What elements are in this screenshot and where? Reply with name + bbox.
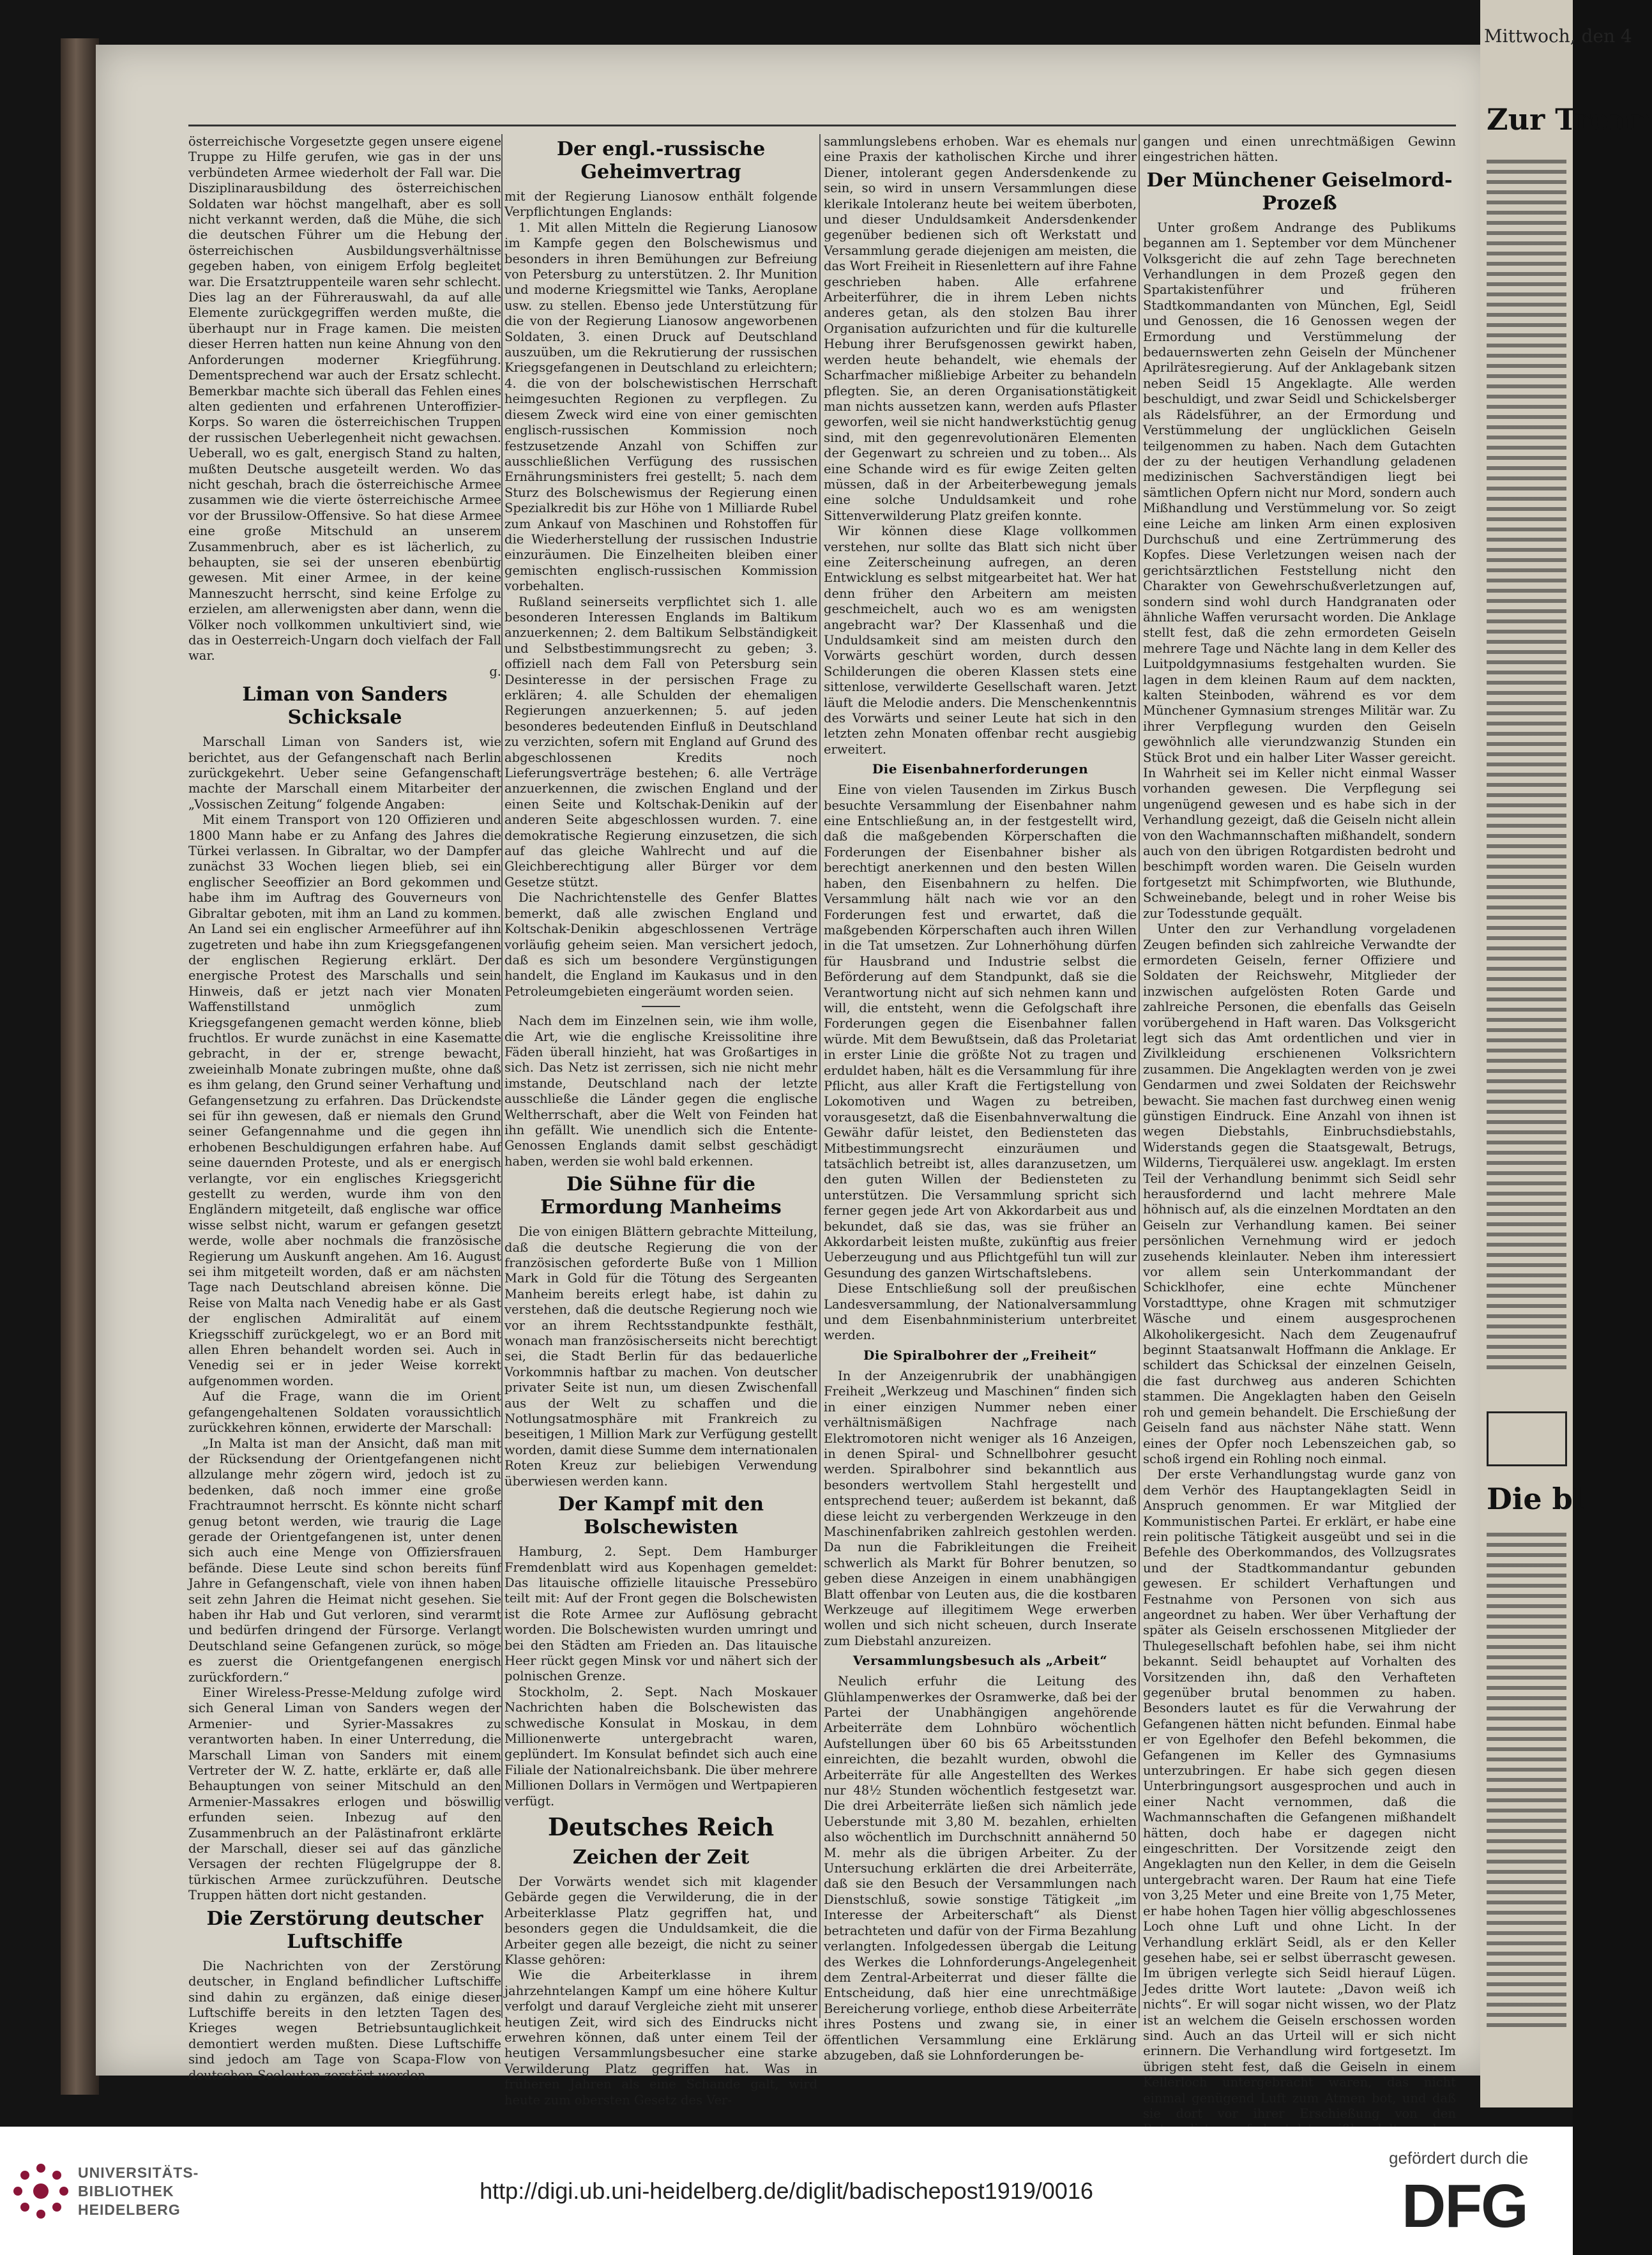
header-rule — [188, 125, 1456, 126]
facing-page-title-1: Zur Trenn — [1487, 102, 1652, 137]
article-text: österreichische Vorgesetzte gegen unsere eigene Truppe zu Hilfe gerufen, wie gas in der uns verbündeten Armee wiederholt der Fall war. Die Disziplinarausbildung des österreichischen Soldaten war höchst mangelhaft, aber es soll nicht verkannt werden, daß die Mühe, die sich die deutschen Führer um die Hebung der österreichischen Ausbildungsverhältnisse gegeben haben, von einigem Erfolg begleitet war. Die Ersatztruppenteile waren sehr schlecht. Dies lag an der Führerauswahl, da auf alle Elemente zurückgegriffen werden mußte, die überhaupt nur in Frage kamen. Die meisten dieser Herren hatten nun keine Ahnung von den Anforderungen moderner Kriegführung. Dementsprechend war auch der Ersatz schlecht. Bemerkbar machte sich überall das Fehlen eines alten gedienten und erfahrenen Unteroffizier-Korps. So waren die österreichischen Truppen der russischen Ueberlegenheit nicht gewachsen. Ueberall, wo es galt, energisch Stand zu halten, mußten Deutsche ausgeteilt werden. Wo das nicht geschah, brach die österreichische Armee zusammen wie die vierte österreichische Armee vor der Brussilow-Offensive. So hat diese Armee eine große Mitschuld an unserem Zusammenbruch, aber es ist lächerlich, zu behaupten, sie sei der unseren ebenbürtig gewesen. Mit einer Armee, in der keine Manneszucht herrscht, sind keine Erfolge zu erzielen, am allerwenigsten aber dann, wenn die Völker noch vollkommen unkultiviert sind, wie das in Oesterreich-Ungarn doch vielfach der Fall war. — [188, 134, 501, 664]
article-text: Unter den zur Verhandlung vorgeladenen Zeugen befinden sich zahlreiche Verwandte der ermordeten Geiseln, ferner Offiziere und Soldaten der Reichswehr, Mitglieder der inzwischen aufgelösten Roten Garde und zahlreiche Personen, die ebenfalls das Geiseln vorübergehend in Haft waren. Das Volksgericht legt sich das Amt ordentlichen und vier in Zivilkleidung erschienenen Volksrichtern zusammen. Die Angeklagten werden von je zwei Gendarmen und zwei Soldaten der Reichswehr bewacht. Sie machen fast durchweg einen wenig günstigen Eindruck. Eine Anzahl von ihnen ist wegen Diebstahls, Einbruchsdiebstahls, Widerstands gegen die Staatsgewalt, Betrugs, Wilderns, Tierquälerei usw. angeklagt. Im ersten Teil der Verhandlung benimmt sich Seidl sehr herausfordernd und lacht mehrere Male höhnisch auf, als die einzelnen Mordtaten an den Geiseln zur Verhandlung kamen. Bei seiner persönlichen Vernehmung wird er jedoch zusehends kleinlauter. Neben ihm interessiert vor allem sein Unterkommandant der Schicklhofer, eine echte Münchener Vorstadttype, ohne Kragen mit schmutziger Wäsche und einem ausgesprochenen Alkoholikergesicht. Nach dem Zeugenaufruf beginnt Staatsanwalt Hoffmann die Anklage. Er schildert das Schicksal der einzelnen Geiseln, die fast durchweg aus anderen Schichten stammen. Die Angeklagten haben den Geiseln roh und gemein behandelt. Die Erschießung der Geiseln fand aus nächster Nähe statt. Wenn eines der Opfer noch Lebenszeichen gab, so schoß irgend ein Rohling noch einmal. — [1143, 922, 1456, 1466]
article-text: Marschall Liman von Sanders ist, wie berichtet, aus der Gefangenschaft nach Berlin zurückgekehrt. Ueber seine Gefangenschaft machte der Marschall einem Mitarbeiter der „Vossischen Zeitung“ folgende Angaben: — [188, 734, 501, 812]
article-text: Hamburg, 2. Sept. Dem Hamburger Fremdenblatt wird aus Kopenhagen gemeldet: Das litauische offizielle litauische Pressebüro teilt mit: Auf der Front gegen die Bolschewisten ist die Rote Armee zur Auflösung gebracht worden. Die Bolschewisten wurden umringt und bei den Städten am Frieden an. Das litauische Heer rückt gegen Minsk vor und nähert sich der polnischen Grenze. — [504, 1544, 817, 1684]
headline-eisenbahner: Die Eisenbahnerforderungen — [872, 761, 1089, 777]
article-text: mit der Regierung Lianosow enthält folgende Verpflichtungen Englands: — [504, 189, 817, 220]
article-text: Auf die Frage, wann die im Orient gefangengehaltenen Soldaten voraussichtlich zurückkehren können, erwiderte der Marschall: — [188, 1389, 501, 1436]
facing-page-text-lines-2 — [1487, 1533, 1566, 2031]
article-text: 1. Mit allen Mitteln die Regierung Lianosow im Kampfe gegen den Bolschewismus und besonders in ihren Bemühungen zur Befreiung von Petersburg zu unterstützen. 2. Ihr Munition und moderne Kriegsmittel wie Tanks, Aeroplane usw. zu stellen. Ebenso jede Unterstützung für die von der Regierung Lianosow angeworbenen Soldaten, 3. einen Druck auf Deutschland auszuüben, um die Rekrutierung der russischen Kriegsgefangenen in Deutschland zu erleichtern; 4. die von der bolschewistischen Herrschaft heimgesuchten Regionen zu verpflegen. Zu diesem Zweck wird eine von einer gemischten englisch-russischen Kommission noch festzusetzende Anzahl von Schiffen zur ausschließlichen Verfügung des russischen Ernährungsministers frei gestellt; 5. nach dem Sturz des Bolschewismus der Regierung einen Spezialkredit bis zur Höhe von 1 Milliarde Rubel zum Ankauf von Maschinen und Rohstoffen für die Wiederherstellung der russischen Industrie einzuräumen. Die Einzelheiten bleiben einer gemischten englisch-russischen Kommission vorbehalten. — [504, 220, 817, 594]
funding-note: gefördert durch die — [1389, 2148, 1529, 2168]
headline-suehne: Die Sühne für die Ermordung Manheims — [540, 1173, 782, 1219]
viewer-footer — [0, 2127, 1573, 2255]
facing-page-box — [1487, 1411, 1567, 1466]
separator — [642, 1006, 680, 1007]
headline-liman: Liman von Sanders Schicksale — [242, 683, 448, 729]
article-text: Die von einigen Blättern gebrachte Mitteilung, daß die deutsche Regierung die von der französischen geforderte Buße von 1 Million Mark in Gold für die Tötung des Sergeanten Manheim bereits erlegt habe, ist dahin zu verstehen, daß die deutsche Regierung noch wie vor an ihrem Rechtsstandpunkte festhält, wonach man französischerseits nicht berechtigt sei, die Stadt Berlin für das bedauerliche Vorkommnis haftbar zu machen. Von deutscher privater Seite ist nun, um diesen Zwischenfall aus der Welt zu schaffen und die Notlungsatmosphäre mit Frankreich zu beseitigen, 1 Million Mark zur Verfügung gestellt worden, damit diese Summe dem internationalen Roten Kreuz zur beliebigen Verwendung überwiesen werden kann. — [504, 1224, 817, 1489]
facing-page-edge — [1480, 0, 1652, 2107]
headline-versammlungsbesuch: Versammlungsbesuch als „Arbeit“ — [853, 1653, 1108, 1669]
column-1 — [188, 134, 501, 2083]
headline-bolschewisten: Der Kampf mit den Bolschewisten — [557, 1493, 764, 1539]
article-text: Einer Wireless-Presse-Meldung zufolge wird sich General Liman von Sanders wegen der Armenier- und Syrier-Massakres zu verantworten haben. In einer Unterredung, die Marschall Liman von Sanders mit einem Vertreter der W. Z. hatte, erklärte er, daß alle Behauptungen von seiner Mitschuld an den Armenier-Massakres erlogen und böswillig erfunden seien. Inbezug auf den Zusammenbruch an der Palästinafront erklärte der Marschall, dieser sei auf das gänzliche Versagen der rechten Flügelgruppe der 8. türkischen Armee zurückzuführen. Deutsche Truppen hätten dort nicht gestanden. — [188, 1685, 501, 1903]
article-text: „In Malta ist man der Ansicht, daß man mit der Rücksendung der Orientgefangenen nicht allzulange mehr zögern wird, jedoch ist zu bedenken, daß noch immer eine große Frachtraumnot herrscht. Es könnte nicht scharf genug betont werden, wie traurig die Lage gerade der Orientgefangenen ist, unter denen sich auch eine Menge von Offiziersfrauen befände. Diese Leute sind schon bereits fünf Jahre in Gefangenschaft, viele von ihnen haben seit zehn Jahren die Heimat nicht gesehen. Sie haben ihr Hab und Gut verloren, sind verarmt und bedürfen dringend der Fürsorge. Verlangt Deutschland seine Gefangenen zurück, so möge es zuerst die Orientgefangenen energisch zurückfordern.“ — [188, 1436, 501, 1685]
headline-spiralbohrer: Die Spiralbohrer der „Freiheit“ — [863, 1347, 1097, 1363]
book-spine — [61, 38, 99, 2095]
article-text: Die Nachrichtenstelle des Genfer Blattes bemerkt, daß alle zwischen England und Koltschak-Denikin abgeschlossenen Verträge vorläufig geheim seien. Man versichert jedoch, daß es sich um besondere Vergünstigungen handelt, die England im Kaukasus und in den Petroleumgebieten eingeräumt worden seien. — [504, 890, 817, 999]
headline-geiselmord: Der Münchener Geiselmord-Prozeß — [1146, 169, 1453, 215]
article-text: Eine von vielen Tausenden im Zirkus Busch besuchte Versammlung der Eisenbahner nahm eine Entschließung an, in der festgestellt wird, daß die maßgebenden Körperschaften die Forderungen der Eisenbahner bisher als berechtigt anerkennen und den besten Willen haben, den Eisenbahnern zu helfen. Die Versammlung hält nach wie vor an den Forderungen fest und erwartet, daß die maßgebenden Körperschaften auch ihren Willen in die Tat umsetzen. Zur Lohnerhöhung dürfen für Hausbrand und Industrie selbst die Beförderung auf dem Standpunkt, daß sie die Verantwortung nicht auf sich nehmen kann und will, die entsteht, wenn die Gefolgschaft ihre Forderungen gegen die Eisenbahner fallen würde. Mit dem Bewußtsein, daß das Proletariat in erster Linie die größte Not zu tragen und erduldet haben, hält es die Versammlung für ihre Pflicht, aus aller Kraft die Fertigstellung von Lokomotiven und Wagen zu betreiben, vorausgesetzt, daß die Eisenbahnverwaltung die Gewähr dafür leistet, den Bediensteten das Mitbestimmungsrecht einzuräumen und tatsächlich betreibt ist, alles daranzusetzen, um den guten Willen der Bediensteten zu unterstützen. Die Versammlung spricht sich ferner gegen jede Art von Akkordarbeit aus und bekundet, daß sie das, was sie früher an Akkordarbeit leisten mußte, zukünftig aus freier Ueberzeugung und aus Pflichtgefühl tun will zur Gesundung des ganzen Wirtschaftslebens. — [824, 782, 1137, 1280]
headline-geheimvertrag: Der engl.-russische Geheimvertrag — [556, 138, 766, 183]
facing-page-text-lines — [1487, 160, 1566, 1373]
headline-zeichen: Zeichen der Zeit — [572, 1846, 750, 1869]
article-text: Nach dem im Einzelnen sein, wie ihm wolle, die Art, wie die englische Kreissolitine ihre Fäden überall hinzieht, hat was Großartiges in sich. Das Netz ist zerrissen, sich nie nicht mehr imstande, Deutschland nach der letzte ausschließe die Länder gegen die englische Weltherrschaft, aber die Welt von Feinden hat ihn gefällt. Wie unendlich sich die Entente-Genossen Englands damit selbst geschädigt haben, werden sie wohl bald erkennen. — [504, 1014, 817, 1169]
article-text: Die Nachrichten von der Zerstörung deutscher, in England befindlicher Luftschiffe sind dahin zu ergänzen, daß einige dieser Luftschiffe bereits in den letzten Tagen des Krieges wegen Betriebsuntauglichkeit demontiert werden mußten. Diese Luftschiffe sind jedoch am Tage von Scapa-Flow von deutschen Seeleuten zerstört worden. — [188, 1958, 501, 2083]
article-text: Diese Entschließung soll der preußischen Landesversammlung, der Nationalversammlung und dem Eisenbahnministerium unterbreitet werden. — [824, 1281, 1137, 1343]
section-heading-reich: Deutsches Reich — [547, 1812, 775, 1841]
column-rule-1 — [501, 134, 503, 2018]
column-2 — [504, 134, 817, 2107]
article-text: Wir können diese Klage vollkommen verstehen, nur sollte das Blatt sich nicht über eine Zeiterscheinung aufregen, an deren Entwicklung es selbst mitgearbeitet hat. Wer hat denn früher den Arbeitern am meisten geschmeichelt, auch wo es am wenigsten angebracht war? Der Klassenhaß und die Unduldsamkeit sind am meisten durch den Vorwärts geschürt worden, durch dessen Schilderungen die oberen Klassen stets eine sittenlose, verwilderte Gesellschaft waren. Jetzt läuft die Melodie anders. Die Menschenkenntnis des Vorwärts und seiner Leute hat sich in den letzten zehn Monaten offenbar recht ausgiebig erweitert. — [824, 524, 1137, 757]
column-4 — [1143, 134, 1456, 2121]
university-name: UNIVERSITÄTS- BIBLIOTHEK HEIDELBERG — [78, 2164, 199, 2218]
source-url[interactable]: http://digi.ub.uni-heidelberg.de/diglit/badischepost1919/0016 — [480, 2178, 1093, 2204]
article-text: Rußland seinerseits verpflichtet sich 1. alle besonderen Interessen Englands im Baltikum anzuerkennen; 2. dem Baltikum Selbständigkeit und Selbstbestimmungsrecht zu geben; 3. offiziell nach dem Fall von Petersburg sein Desinteresse in der persischen Frage zu erklären; 4. alle Schulden der ehemaligen Regierungen anzuerkennen; 5. auf jeden besonderes bedeutenden Einfluß in Deutschland zu verzichten, sofern mit England auf Grund des abgeschlossenen Kredits noch Lieferungsverträge bestehen; 6. alle Verträge anzuerkennen, die zwischen England und der einen Seite und Koltschak-Denikin auf der anderen Seite abgeschlossen wurden. 7. eine demokratische Regierung einzusetzen, die sich auf das gleiche Wahlrecht und auf die Gleichberechtigung aller Bürger vor dem Gesetze stützt. — [504, 594, 817, 890]
article-text: gangen und einen unrechtmäßigen Gewinn eingestrichen hätten. — [1143, 134, 1456, 165]
facing-page-title-2: Die bl — [1487, 1482, 1584, 1516]
column-3 — [824, 134, 1137, 2063]
article-text: Stockholm, 2. Sept. Nach Moskauer Nachrichten haben die Bolschewisten das schwedische Konsulat in Moskau, in dem Millionenwerte untergebracht waren, geplündert. Im Konsulat befindet sich auch eine Filiale der Nationalreichsbank. Die über mehrere Millionen Dollars in Vermögen und Wertpapieren verfügt. — [504, 1684, 817, 1809]
article-text: Neulich erfuhr die Leitung des Glühlampenwerkes der Osramwerke, daß bei der Partei der Unabhängigen angehörende Arbeiterräte dem Lohnbüro wöchentlich Aufstellungen über 60 bis 65 Arbeitsstunden einreichten, die bezahlt wurden, obwohl die Arbeiterräte für alle Angestellten des Werkes nur 48½ Stunden wöchentlich festgesetzt war. Die drei Arbeiterräte ließen sich nämlich jede Ueberstunde mit 3,80 M. bezahlen, erhielten also wöchentlich im Durchschnitt annähernd 50 M. mehr als die übrigen Arbeiter. Zu der Untersuchung erklärten die drei Arbeiterräte, daß sie den Besuch der Versammlungen nach Dienstschluß, sowie sonstige Tätigkeit „im Interesse der Arbeiterschaft“ als Dienst betrachteten und dafür von der Firma Bezahlung verlangten. Infolgedessen übergab die Leitung des Werkes die Lohnforderungs-Angelegenheit dem Zentral-Arbeiterrat und dieser fällte die Entscheidung, daß hier eine unrechtmäßige Bereicherung vorliege, enthob diese Arbeiterräte ihres Postens und zwang sie, in einer öffentlichen Versammlung eine Erklärung abzugeben, daß sie Lohnforderungen be- — [824, 1674, 1137, 2063]
facing-page-header: Mittwoch, den 4 — [1484, 26, 1632, 47]
article-text: sammlungslebens erhoben. War es ehemals nur eine Praxis der katholischen Kirche und ihrer Diener, intolerant gegen Andersdenkende zu sein, so wird in unsern Versammlungen diese klerikale Intoleranz heute bei weitem überboten, und dieser Unduldsamkeit Andersdenkender gegenüber bedienen sich oft Werkstatt und Versammlung gerade diejenigen am meisten, die das Wort Freiheit in Riesenlettern auf ihre Fahne geschrieben haben. Alle erfahrene Arbeiterführer, die in ihrem Leben nichts anderes getan, als den stolzen Bau ihrer Organisation aufzurichten und für die kulturelle Hebung ihrer Berufsgenossen gewirkt haben, werden heute behandelt, wie ehemals der Scharfmacher mißliebige Arbeiter zu behandeln pflegten. Sie, an deren Organisationstätigkeit man nichts aussetzen kann, werden aufs Pflaster geworfen, weil sie nicht handwerkstüchtig genug sind, mit den gegenrevolutionären Elementen der Gegenwart zu schreien und zu toben... Als eine Schande wird es für ewige Zeiten gelten müssen, daß in der Arbeiterbewegung jemals eine solche Unduldsamkeit und rohe Sittenverwilderung Platz greifen konnte. — [824, 134, 1137, 523]
article-text: In der Anzeigenrubrik der unabhängigen Freiheit „Werkzeug und Maschinen“ finden sich in einer einzigen Nummer neben einer verhältnismäßigen Nachfrage nach Elektromotoren nicht weniger als 16 Anzeigen, in denen Spiral- und Schnellbohrer gesucht werden. Spiralbohrer sind bekanntlich aus besonders wertvollem Stahl hergestellt und entsprechend teuer; außerdem ist bekannt, daß diese leicht zu verbergenden Werkzeuge in den Maschinenfabriken zahlreich gestohlen werden. Da nun die Fabrikleitungen die Freiheit schwerlich als Markt für Bohrer benutzen, so geben diese Anzeigen in einem unabhängigen Blatt offenbar von Leuten aus, die die kostbaren Werkzeuge auf illegitimem Wege erwerben wollen und sich nicht scheuen, durch Inserate zum Diebstahl anzureizen. — [824, 1368, 1137, 1648]
article-text: Der Vorwärts wendet sich mit klagender Gebärde gegen die Verwilderung, die in der Arbeiterklasse Platz gegriffen hat, und besonders gegen die Unduldsamkeit, die die Arbeiter gegen alle bezeigt, die nicht zu seiner Klasse gehören: — [504, 1874, 817, 1968]
article-text: Der erste Verhandlungstag wurde ganz von dem Verhör des Hauptangeklagten Seidl in Anspruch genommen. Er war Mitglied der Kommunistischen Partei. Er erklärt, er habe eine rein politische Tätigkeit ausgeübt und sei in die Befehle des Oberkommandos, des Vollzugsrates und der Stadtkommandantur gebunden gewesen. Er schildert Verhaftungen und Festnahme von Personen von sich aus angeordnet zu haben. Wer über Verhaftung der später als Geiseln erschossenen Mitglieder der Thulegesellschaft befohlen habe, sei ihm nicht bekannt. Seidl behauptet auf Vorhalten des Vorsitzenden ihn, daß den Verhafteten gegenüber brutal benommen zu haben. Besonders lautet es für die Verwahrung der Gefangenen hätten nicht befunden. Einmal habe er von Egelhofer den Befehl bekommen, die Gefangenen im Keller des Gymnasiums unterzubringen. Er habe sich gegen diesen Unterbringungsort ausgesprochen und auch in einer Nacht vernommen, daß die Wachmannschaften die Gefangenen mißhandelt hätten, doch habe er dagegen nicht eingeschritten. Der Vorsitzende zeigt den Angeklagten nun den Keller, in dem die Geiseln untergebracht waren. Der Raum hat eine Tiefe von 3,25 Meter und eine Breite von 1,75 Meter, er habe hohen Tagen hier völlig abgeschlossenes Loch ohne Luft und ohne Licht. In der Verhandlung erklärt Seidl, als er den Keller gesehen habe, sei er selbst überrascht gewesen. Im übrigen verlegte sich Seidl hierauf Lügen. Jedes dritte Wort lautete: „Davon weiß ich nichts“. Er will sogar nicht wissen, wo der Platz ist an welchem die Geiseln erschossen worden sind. Auch an das Urteil will er sich nicht erinnern. Die Verhandlung wird fortgesetzt. Im übrigen steht fest, daß die Geiseln in einem Kellerloch untergebracht waren, das nicht einmal genügend Luft zum Atmen bot, und daß sie dort vor ihrer Erschießung von den — [1143, 1467, 1456, 2121]
dfg-logo: DFG — [1402, 2172, 1527, 2240]
article-text: Unter großem Andrange des Publikums begannen am 1. September vor dem Münchener Volksgericht die auf zehn Tage berechneten Verhandlungen in dem Prozeß gegen den Spartakistenführer und früheren Stadtkommandanten von München, Egl, Seidl und Genossen, die 16 Genossen wegen der Ermordung und Verstümmelung der bedauernswerten zehn Geiseln der Münchener Aprilrätesregierung. Auf der Anklagebank sitzen neben Seidl 15 Angeklagte. Alle werden beschuldigt, und zwar Seidl und Schickelsberger als Rädelsführer, an der Ermordung und Verstümmelung der unglücklichen Geiseln teilgenommen zu haben. Nach dem Gutachten der zu der heutigen Verhandlung geladenen medizinischen Sachverständigen liegt bei sämtlichen Opfern nicht nur Mord, sondern auch Mißhandlung und Verstümmelung vor. So zeigt eine Leiche am linken Arm einen explosiven Durchschuß und eine Zertrümmerung des Kopfes. Diese Verletzungen weisen nach der gerichtsärztlichen Feststellung nicht den Charakter von Gewehrschußverletzungen auf, sondern sind wohl durch Handgranaten oder ähnliche Waffen verursacht worden. Die Anklage stellt fest, daß die zehn ermordeten Geiseln mehrere Tage und Nächte lang in dem Keller des Luitpoldgymnasiums festgehalten wurden. Sie lagen in dem kleinen Raum auf dem nackten, kalten Steinboden, während es vor dem Münchener Gymnasium strenges Militär war. Zu ihrer Verpflegung wurden den Geiseln gewöhnlich alle vierundzwanzig Stunden ein Stück Brot und ein halber Liter Wasser gereicht. In Wahrheit sei im Keller nicht einmal Wasser vorhanden gewesen. Die Verpflegung sei ungenügend gewesen und es habe sich in der Verhandlung gezeigt, daß die Geiseln nicht allein von den Wachmannschaften mißhandelt, sondern auch von den übrigen Rotgardisten bedroht und beschimpft worden waren. Die Geiseln wurden fortgesetzt mit Schimpfworten, wie Bluthunde, Schweinebande, belegt und in roher Weise bis zur Todesstunde gequält. — [1143, 220, 1456, 921]
column-rule-2 — [819, 134, 821, 2018]
headline-luftschiffe: Die Zerstörung deutscher Luftschiffe — [206, 1907, 483, 1953]
article-text: Mit einem Transport von 120 Offizieren und 1800 Mann habe er zu Anfang des Jahres die Türkei verlassen. In Gibraltar, wo der Dampfer zunächst 33 Wochen liegen blieb, sei ein englischer Seeoffizier an Bord gekommen und habe ihm im Auftrag des Gouverneurs von Gibraltar geboten, mit ihm an Land zu kommen. An Land sei ein englischer Armeeführer auf ihn zugetreten und habe ihn zum Kriegsgefangenen der englischen Regierung erklärt. Der energische Protest des Marschalls und sein Hinweis, daß er jetzt nach vier Monaten Waffenstillstand unmöglich zum Kriegsgefangenen gemacht werden könne, blieb fruchtlos. Er wurde zunächst in eine Kasematte gebracht, in der er, strenge bewacht, zweieinhalb Monate zubringen mußte, ohne daß es ihm gelang, den Grund seiner Verhaftung und Gefangensetzung zu erfahren. Das Drückendste sei für ihn gewesen, daß er niemals den Grund seiner Gefangennahme und die gegen ihn erhobenen Beschuldigungen erfahren habe. Auf seine dauernden Proteste, und als er energisch verlangte, vor ein englisches Kriegsgericht gestellt zu werden, wurde ihm von den Engländern mitgeteilt, daß englische war office wisse selbst nicht, warum er gefangen gesetzt werde, wolle aber nochmals die französische Regierung um Auskunft angehen. Am 16. August sei ihm mitgeteilt worden, daß er am nächsten Tage nach Deutschland abreisen könne. Die Reise von Malta nach Venedig habe er als Gast der englischen Admiralität auf einem Kriegsschiff zurückgelegt, wo er an Bord mit allen Ehren behandelt worden sei. Auch in Venedig sei er in jeder Weise korrekt aufgenommen worden. — [188, 812, 501, 1388]
article-signature: g. — [489, 664, 501, 679]
column-rule-3 — [1139, 134, 1140, 2018]
article-text: Wie die Arbeiterklasse in ihrem jahrzehntelangen Kampf um eine höhere Kultur verfolgt und darauf Vergleiche zieht mit unserer heutigen Zeit, wird sich des Eindrucks nicht erwehren können, daß unter einem Teil der heutigen Versammlungsbesucher eine starke Verwilderung Platz gegriffen hat. Was in früheren Jahren als eine Schande galt, wird heute zum obersten Gesetz des Ver- — [504, 1968, 817, 2107]
